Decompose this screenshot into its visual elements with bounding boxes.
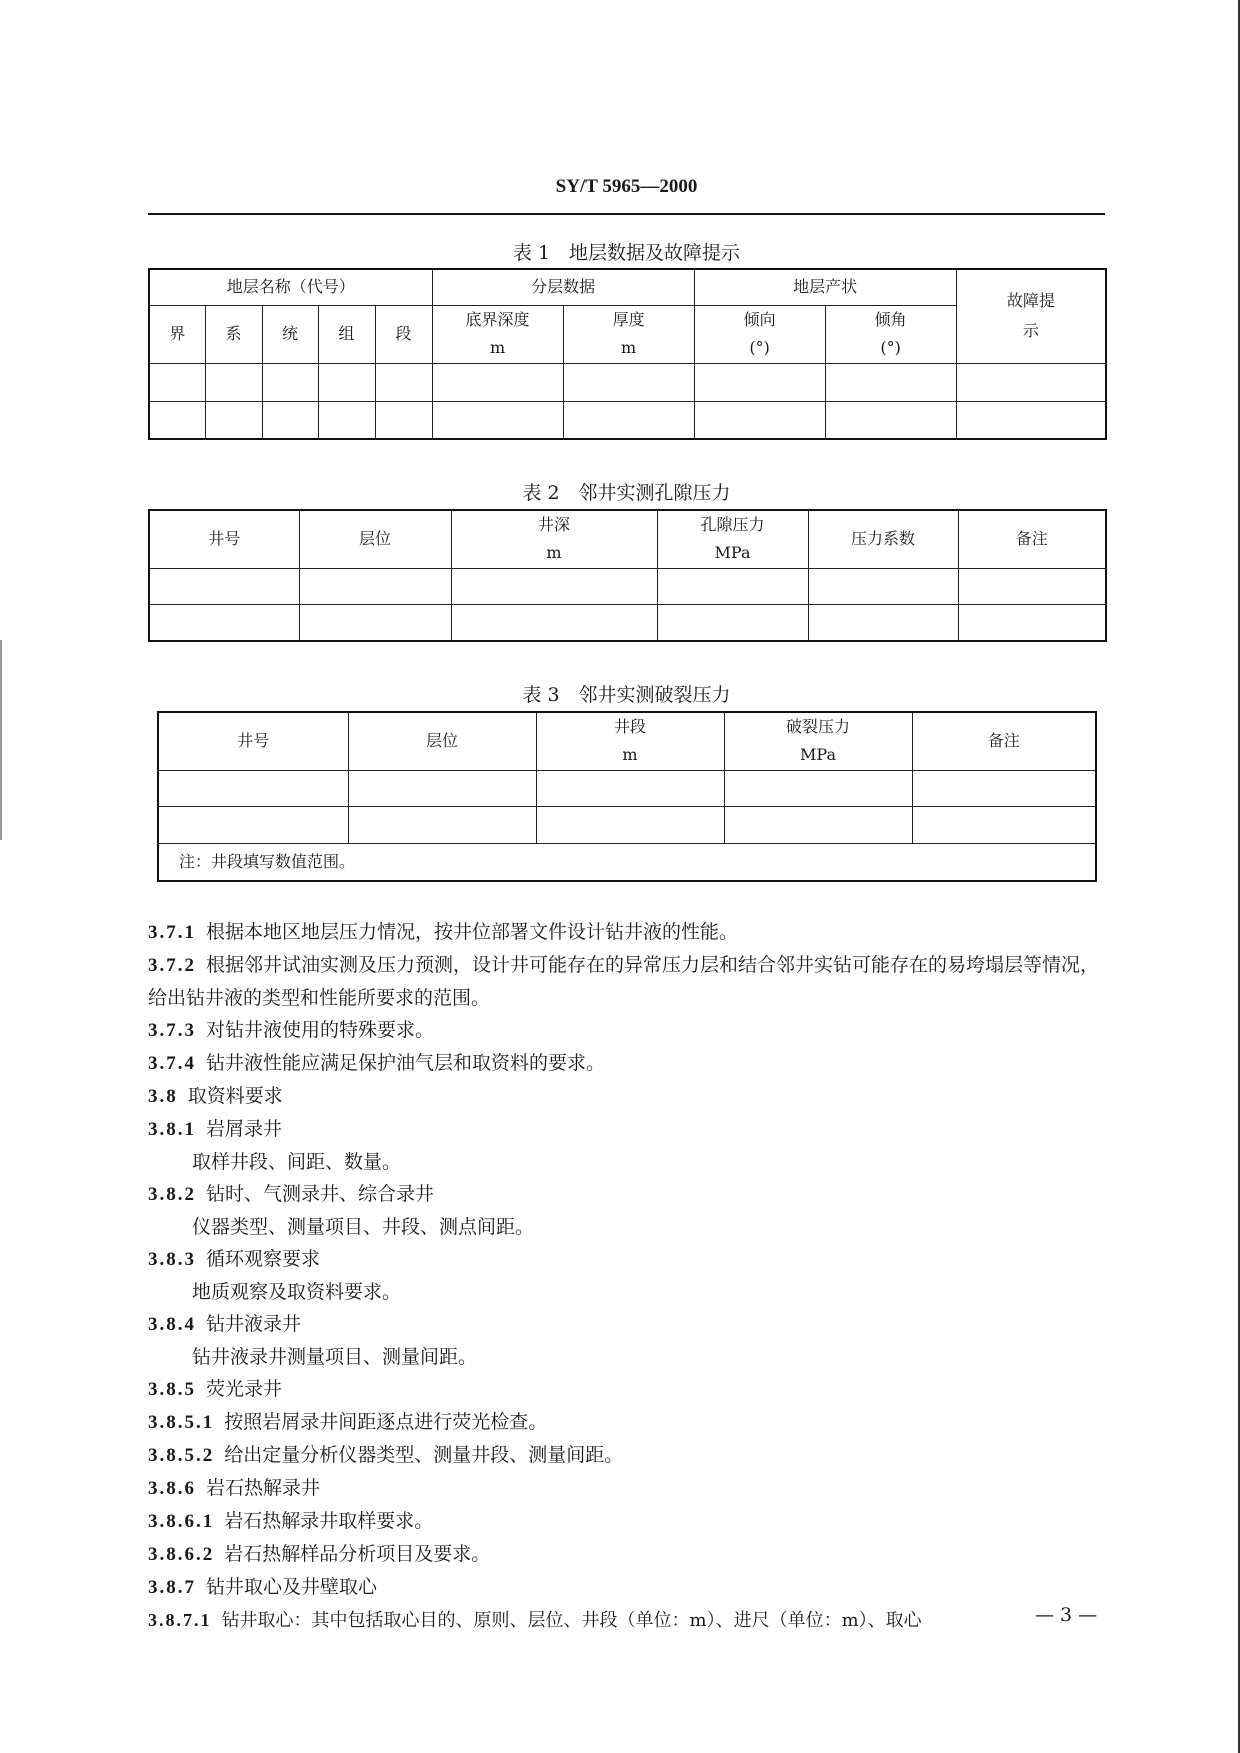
table1-depth-name: 底界深度 <box>465 310 530 329</box>
clause-text: 钻时、气测录井、综合录井 <box>206 1183 435 1205</box>
clause-3-8-5-1 <box>148 1406 1108 1439</box>
clause-3-8-5-2 <box>148 1439 1108 1472</box>
clause-number: 3.8.2 <box>148 1184 196 1205</box>
clause-3-8-3 <box>148 1243 1108 1276</box>
table1-col-jie: 界 <box>149 305 205 363</box>
table-row <box>149 568 1106 604</box>
clause-body: 取样井段、间距、数量。 <box>192 1151 402 1173</box>
table1-group-layering: 分层数据 <box>432 269 694 305</box>
clause-number: 3.8.5 <box>148 1379 196 1400</box>
clause-3-8-5 <box>148 1373 1108 1406</box>
table1-col-depth <box>432 305 563 363</box>
clause-number: 3.7.2 <box>148 955 196 976</box>
table3-interval-unit: m <box>622 745 638 765</box>
clause-3-8 <box>148 1080 1108 1113</box>
table-row <box>149 604 1106 641</box>
clause-number: 3.8.5.2 <box>148 1445 215 1466</box>
table2-col-pore-pressure <box>657 510 808 568</box>
table3-col-interval <box>536 712 724 770</box>
table1-dipangle-name: 倾角 <box>874 310 907 329</box>
table2-col-depth <box>451 510 657 568</box>
clause-number: 3.8 <box>148 1086 178 1107</box>
table1-col-dip-angle <box>825 305 956 363</box>
table1-thickness-unit: m <box>620 338 637 357</box>
table2-depth-name: 井深 <box>537 515 570 535</box>
table3 <box>157 711 1097 882</box>
table1-col-duan: 段 <box>375 305 432 363</box>
table1-col-dip-direction <box>694 305 825 363</box>
clause-number: 3.7.4 <box>148 1053 196 1074</box>
clause-number: 3.8.6.2 <box>148 1544 215 1565</box>
table2-col-well-no: 井号 <box>149 510 299 568</box>
table1-col-tong: 统 <box>262 305 318 363</box>
table1-fault-hint-text: 故障提示 <box>1006 291 1055 341</box>
clause-text: 钻井取心及井壁取心 <box>206 1576 378 1598</box>
clause-3-8-2 <box>148 1178 1108 1211</box>
table3-caption: 表 3 邻井实测破裂压力 <box>522 684 731 706</box>
table-row <box>149 363 1106 401</box>
table1-col-xi: 系 <box>205 305 262 363</box>
clause-3-8-7-1 <box>148 1604 1108 1637</box>
clause-number: 3.8.1 <box>148 1119 196 1140</box>
table1-caption: 表 1 地层数据及故障提示 <box>512 242 741 264</box>
clause-3-8-4 <box>148 1308 1108 1341</box>
table3-col-well-no: 井号 <box>158 712 348 770</box>
table1-group-strata: 地层名称（代号） <box>149 269 432 305</box>
clause-number: 3.8.7.1 <box>148 1610 212 1630</box>
table3-note: 注：井段填写数值范围。 <box>158 843 1096 881</box>
clause-number: 3.8.6 <box>148 1478 196 1499</box>
table2 <box>148 509 1107 642</box>
standard-code: SY/T 5965—2000 <box>555 176 698 197</box>
table3-note-row <box>158 843 1096 881</box>
table-row <box>158 806 1096 843</box>
scan-edge-left <box>0 640 2 840</box>
clause-text: 循环观察要求 <box>206 1248 321 1270</box>
table1-depth-unit: m <box>489 338 506 357</box>
table2-col-remark: 备注 <box>958 510 1106 568</box>
clause-text: 钻井取心：其中包括取心目的、原则、层位、井段（单位：m）、进尺（单位：m）、取心 <box>221 1610 922 1631</box>
clause-number: 3.7.1 <box>148 922 196 943</box>
clause-text: 根据本地区地层压力情况，按井位部署文件设计钻井液的性能。 <box>206 921 739 943</box>
clause-text: 岩石热解录井 <box>206 1477 321 1499</box>
clause-text: 岩屑录井 <box>206 1118 283 1140</box>
clause-number: 3.8.4 <box>148 1314 196 1335</box>
table3-col-layer: 层位 <box>348 712 536 770</box>
table3-interval-name: 井段 <box>613 717 646 737</box>
table2-col-layer: 层位 <box>299 510 451 568</box>
table1-group-attitude: 地层产状 <box>694 269 956 305</box>
table1-dipangle-unit: (°) <box>880 338 901 357</box>
clause-3-7-1 <box>148 916 1108 949</box>
clause-3-8-6-1 <box>148 1505 1108 1538</box>
clause-text: 给出定量分析仪器类型、测量井段、测量间距。 <box>224 1444 624 1466</box>
clause-3-7-4 <box>148 1047 1108 1080</box>
table-row <box>149 401 1106 439</box>
table1 <box>148 268 1107 440</box>
table2-depth-unit: m <box>546 543 562 563</box>
clause-text: 根据邻井试油实测及压力预测，设计井可能存在的异常压力层和结合邻井实钻可能存在的易垮塌层等情况，给出钻井液的类型和性能所要求的范围。 <box>148 954 1100 1009</box>
clause-text: 岩石热解样品分析项目及要求。 <box>224 1543 491 1565</box>
table3-frac-unit: MPa <box>800 745 836 765</box>
table3-frac-name: 破裂压力 <box>785 717 850 737</box>
body-text <box>148 916 1108 1637</box>
table3-col-remark: 备注 <box>912 712 1096 770</box>
table2-pore-name: 孔隙压力 <box>700 515 765 535</box>
table1-thickness-name: 厚度 <box>612 310 645 329</box>
clause-number: 3.7.3 <box>148 1020 196 1041</box>
table1-col-thickness <box>563 305 694 363</box>
table2-col-pressure-coef: 压力系数 <box>808 510 958 568</box>
table2-pore-unit: MPa <box>714 543 751 563</box>
clause-text: 钻井液性能应满足保护油气层和取资料的要求。 <box>206 1052 606 1074</box>
clause-text: 岩石热解录井取样要求。 <box>224 1510 434 1532</box>
clause-text: 钻井液录井 <box>206 1313 302 1335</box>
clause-body: 地质观察及取资料要求。 <box>192 1281 402 1303</box>
table3-col-frac-pressure <box>724 712 912 770</box>
table1-dipdir-unit: (°) <box>749 338 770 357</box>
clause-3-8-7 <box>148 1571 1108 1604</box>
clause-number: 3.8.3 <box>148 1249 196 1270</box>
clause-number: 3.8.7 <box>148 1577 196 1598</box>
table1-dipdir-name: 倾向 <box>743 310 776 329</box>
table2-caption: 表 2 邻井实测孔隙压力 <box>522 482 731 504</box>
clause-text: 按照岩屑录井间距逐点进行荧光检查。 <box>224 1411 548 1433</box>
page-number: — 3 — <box>1035 1604 1098 1626</box>
table-row <box>158 770 1096 806</box>
clause-body: 仪器类型、测量项目、井段、测点间距。 <box>192 1216 535 1238</box>
clause-text: 荧光录井 <box>206 1378 283 1400</box>
header-rule <box>148 213 1105 215</box>
clause-number: 3.8.5.1 <box>148 1412 215 1433</box>
clause-text: 对钻井液使用的特殊要求。 <box>206 1019 435 1041</box>
clause-3-8-6 <box>148 1472 1108 1505</box>
table1-fault-hint <box>956 269 1106 363</box>
clause-3-7-3 <box>148 1014 1108 1047</box>
table1-col-zu: 组 <box>318 305 375 363</box>
clause-body: 钻井液录井测量项目、测量间距。 <box>192 1346 478 1368</box>
clause-3-8-6-2 <box>148 1538 1108 1571</box>
clause-text: 取资料要求 <box>187 1085 283 1107</box>
clause-3-8-1 <box>148 1113 1108 1146</box>
clause-number: 3.8.6.1 <box>148 1511 215 1532</box>
clause-3-7-2 <box>148 949 1108 1014</box>
